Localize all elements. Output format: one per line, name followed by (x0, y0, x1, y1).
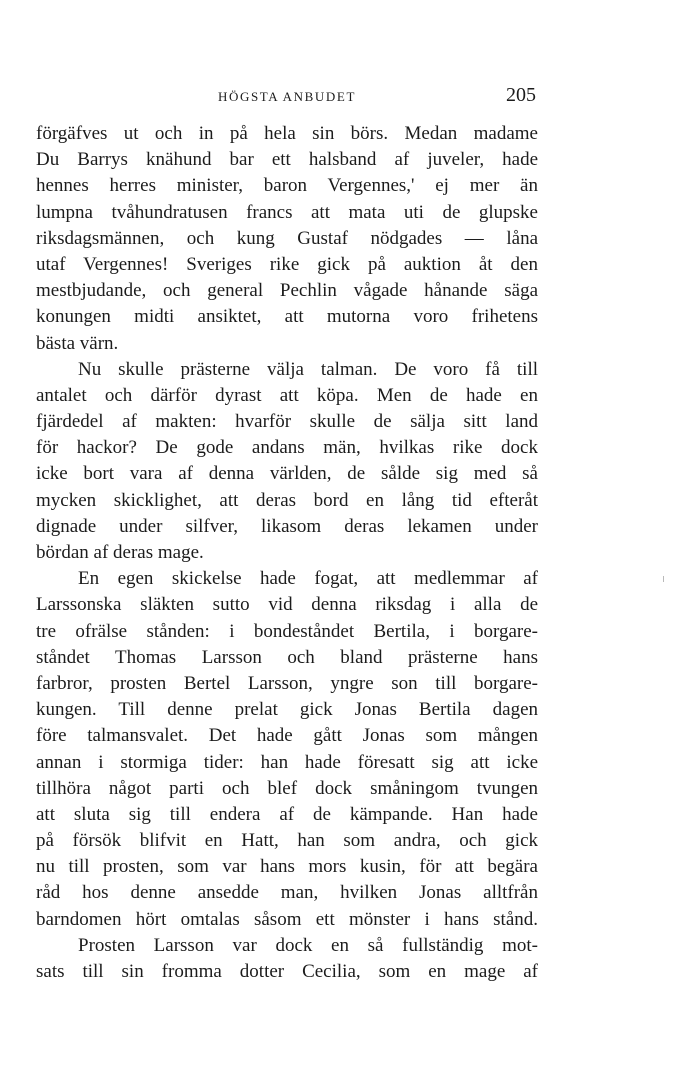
text-line: kungen. Till denne prelat gick Jonas Bertila dagen (36, 699, 538, 721)
text-line: konungen midti ansiktet, att mutorna voro frihetens (36, 306, 538, 328)
text-line: annan i stormiga tider: han hade föresatt sig att icke (36, 751, 538, 773)
text-line: tillhöra något parti och blef dock småningom tvungen (36, 777, 538, 799)
text-line: riksdagsmännen, och kung Gustaf nödgades — låna (36, 227, 538, 249)
text-line: antalet och därför dyrast att köpa. Men de hade en (36, 384, 538, 406)
text-line: barndomen hört omtalas såsom ett mönster i hans stånd. (36, 908, 538, 930)
text-line: på försök blifvit en Hatt, han som andra, och gick (36, 830, 538, 852)
text-line: mycken skicklighet, att deras bord en lång tid efteråt (36, 489, 538, 511)
text-line: att sluta sig till endera af de kämpande. Han hade (36, 803, 538, 825)
text-line: Larssonska släkten sutto vid denna riksdag i alla de (36, 594, 538, 616)
text-line: råd hos denne ansedde man, hvilken Jonas alltfrån (36, 882, 538, 904)
running-header (36, 84, 538, 110)
text-line: förgäfves ut och in på hela sin börs. Medan madame (36, 123, 538, 144)
text-line: för hackor? De gode andans män, hvilkas rike dock (36, 437, 538, 459)
text-line: mestbjudande, och general Pechlin vågade hånande säga (36, 280, 538, 302)
page-number: 205 (506, 84, 536, 106)
paragraph-end-line: bördan af deras mage. (36, 542, 204, 563)
paragraph-start-line: En egen skickelse hade fogat, att medlemmar af (78, 568, 538, 590)
text-line: nu till prosten, som var hans mors kusin, för att begära (36, 856, 538, 878)
paragraph-start-line: Prosten Larsson var dock en så fullständig mot- (78, 934, 538, 956)
text-line: fjärdedel af makten: hvarför skulle de sälja sitt land (36, 411, 538, 433)
text-line: utaf Vergennes! Sveriges rike gick på auktion åt den (36, 253, 538, 275)
text-line: icke bort vara af denna världen, de sålde sig med så (36, 463, 538, 485)
text-line: dignade under silfver, likasom deras lekamen under (36, 515, 538, 537)
text-line: farbror, prosten Bertel Larsson, yngre son till borgare- (36, 672, 538, 694)
text-line: tre ofrälse stånden: i bondeståndet Bertila, i borgare- (36, 620, 538, 642)
text-line: sats till sin fromma dotter Cecilia, som en mage af (36, 961, 538, 982)
running-title: HÖGSTA ANBUDET (217, 89, 356, 104)
text-line: lumpna tvåhundratusen francs att mata uti de glupske (36, 201, 538, 223)
text-line: ståndet Thomas Larsson och bland prästerne hans (36, 646, 538, 668)
paragraph-end-line: bästa värn. (36, 332, 119, 354)
text-line: hennes herres minister, baron Vergennes,' ej mer än (36, 175, 538, 197)
text-line: före talmansvalet. Det hade gått Jonas som mången (36, 725, 538, 747)
paragraph-start-line: Nu skulle prästerne välja talman. De voro få till (78, 358, 538, 380)
margin-speck (663, 576, 664, 582)
body-text (36, 121, 538, 985)
text-line: Du Barrys knähund bar ett halsband af juveler, hade (36, 149, 538, 171)
